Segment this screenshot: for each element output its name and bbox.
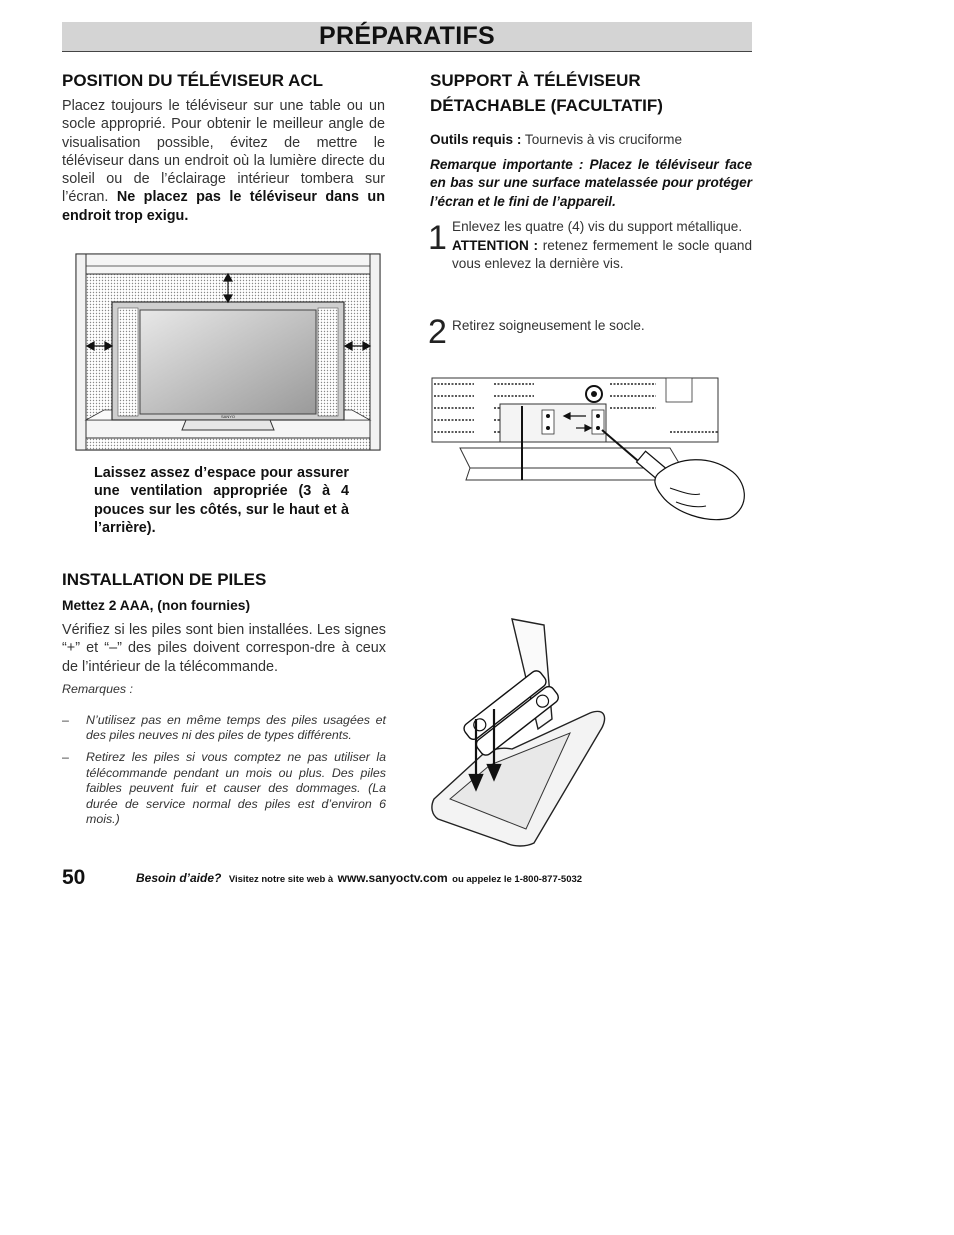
step-2-text: Retirez soigneusement le socle. bbox=[452, 318, 645, 333]
remarks-list bbox=[62, 713, 386, 828]
help-label: Besoin d’aide? bbox=[136, 871, 222, 885]
step-1-number: 1 bbox=[428, 219, 447, 257]
step-1-text: Enlevez les quatre (4) vis du support métallique. bbox=[452, 219, 743, 234]
phone-text: ou appelez le 1-800-877-5032 bbox=[452, 874, 583, 885]
page-number: 50 bbox=[62, 866, 86, 889]
support-heading-line2: DÉTACHABLE (FACULTATIF) bbox=[430, 96, 663, 115]
tools-value: Tournevis à vis cruciforme bbox=[521, 132, 683, 147]
position-heading: POSITION DU TÉLÉVISEUR ACL bbox=[62, 71, 324, 90]
batteries-section bbox=[62, 567, 386, 828]
remark-item bbox=[62, 713, 386, 744]
position-section bbox=[62, 68, 385, 225]
page-title: PRÉPARATIFS bbox=[319, 22, 495, 50]
ventilation-caption: Laissez assez d’espace pour assurer une ventilation appropriée (3 à 4 pouces sur les côtés, sur le haut et à l’arrière). bbox=[94, 465, 349, 536]
batteries-heading: INSTALLATION DE PILES bbox=[62, 570, 267, 589]
visit-text: Visitez notre site web à bbox=[228, 874, 334, 885]
tools-required bbox=[430, 131, 752, 150]
stand-removal-figure bbox=[430, 376, 752, 526]
remark-text: Retirez les piles si vous comptez ne pas utiliser la télécommande pendant un mois ou plus. Des piles faibles peuvent fuir et causer des dommages. (La durée de service normal des piles est d’environ 6 mois.) bbox=[86, 750, 386, 827]
remote-battery-figure bbox=[430, 615, 610, 847]
remark-item bbox=[62, 750, 386, 828]
step-2-number: 2 bbox=[428, 313, 447, 351]
position-warning: Ne placez pas le téléviseur dans un endroit trop exigu. bbox=[62, 189, 385, 224]
footer-help bbox=[136, 869, 582, 887]
attention-label: ATTENTION : bbox=[452, 237, 539, 253]
remark-text: N’utilisez pas en même temps des piles usagées et des piles neuves ni des piles de types différents. bbox=[86, 712, 386, 743]
attention-text: retenez fermement le socle quand vous enlevez la dernière vis. bbox=[452, 237, 752, 271]
remarks-label: Remarques : bbox=[62, 681, 133, 696]
tools-label: Outils requis : bbox=[430, 132, 522, 147]
support-section bbox=[430, 68, 752, 211]
support-heading-line1: SUPPORT À TÉLÉVISEUR bbox=[430, 71, 641, 90]
batteries-subheading: Mettez 2 AAA, (non fournies) bbox=[62, 598, 251, 613]
position-paragraph-text: Placez toujours le téléviseur sur une table ou un socle approprié. Pour obtenir le meilleur angle de visualisation possible, évitez de mettre le téléviseur dans un endroit où la lumière directe du soleil ou de l’éclairage intérieur tombera sur l’écran. bbox=[62, 98, 385, 206]
page-title-banner bbox=[62, 22, 752, 52]
step-1 bbox=[452, 218, 752, 274]
position-paragraph bbox=[62, 97, 385, 225]
remark-dash: – bbox=[62, 750, 69, 765]
important-note: Remarque importante : Placez le téléviseur face en bas sur une surface matelassée pour protéger l’écran et le fini de l’appareil. bbox=[430, 156, 752, 209]
website-link[interactable]: www.sanyoctv.com bbox=[337, 871, 448, 885]
tv-clearance-figure bbox=[74, 252, 382, 452]
remark-dash: – bbox=[62, 712, 69, 727]
tv-brand-label: SANYO bbox=[220, 414, 236, 419]
batteries-paragraph: Vérifiez si les piles sont bien installées. Les signes “+” et “–” des piles doivent correspon-dre à ceux de l’intérieur de la télécommande. bbox=[62, 622, 386, 675]
